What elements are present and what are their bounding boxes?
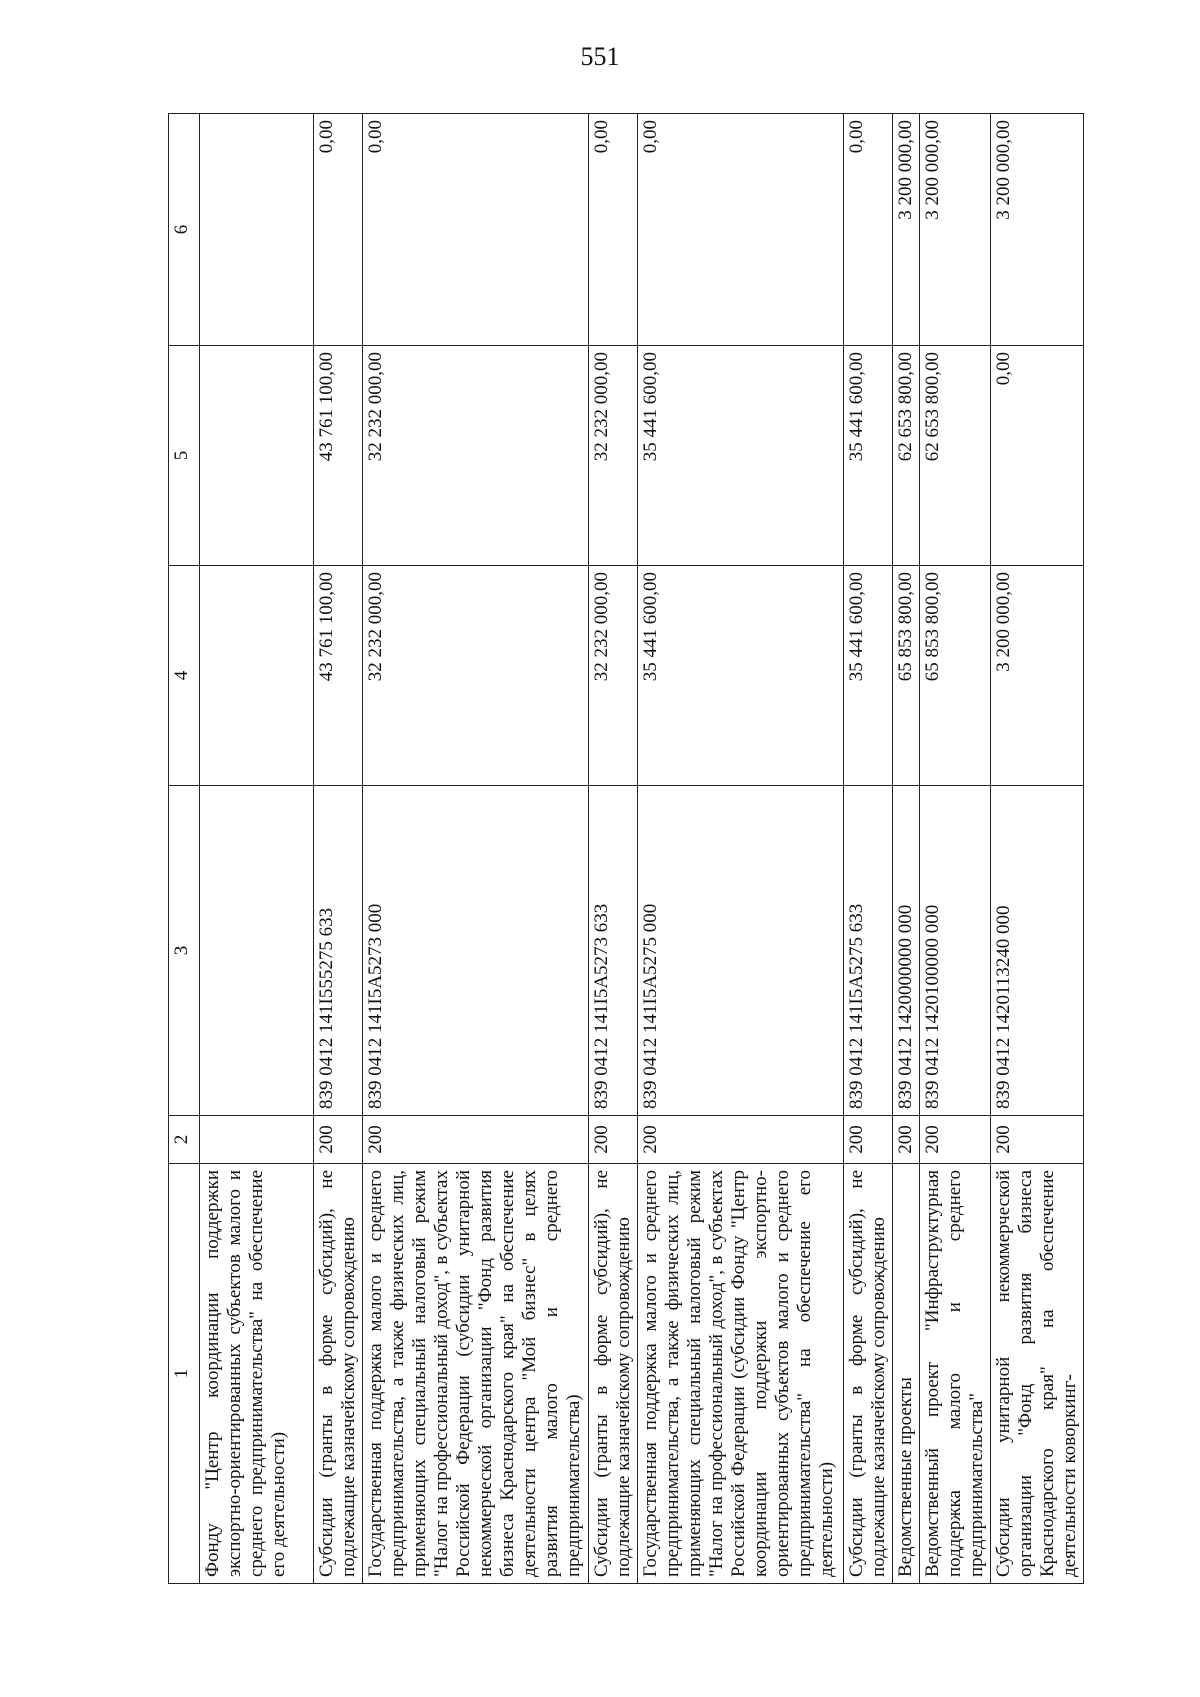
table-row [893, 114, 920, 1584]
row-code: 200 [844, 1116, 893, 1164]
budget-table [168, 113, 1084, 1584]
row-code: 200 [314, 1116, 363, 1164]
row-value-col4: 43 761 100,00 [314, 566, 363, 786]
table-row [638, 114, 844, 1584]
row-classification: 839 0412 141I555275 633 [314, 786, 363, 1116]
row-value-col5: 32 232 000,00 [589, 346, 638, 566]
row-value-col5: 35 441 600,00 [638, 346, 844, 566]
row-classification: 839 0412 141I5A5275 633 [844, 786, 893, 1116]
row-value-col4: 32 232 000,00 [363, 566, 589, 786]
column-header: 3 [169, 786, 200, 1116]
row-value-col4: 65 853 800,00 [920, 566, 991, 786]
row-value-col4: 35 441 600,00 [844, 566, 893, 786]
row-value-col5 [200, 346, 314, 566]
row-description: Субсидии унитарной некоммерческой организации "Фонд развития бизнеса Краснодарского края" на обеспечение деятельности коворкинг- [991, 1164, 1084, 1584]
table-row [991, 114, 1084, 1584]
table-row [589, 114, 638, 1584]
row-value-col6: 0,00 [314, 114, 363, 346]
table-row [200, 114, 314, 1584]
row-value-col5: 0,00 [991, 346, 1084, 566]
column-header: 2 [169, 1116, 200, 1164]
row-value-col6: 0,00 [589, 114, 638, 346]
row-value-col6: 0,00 [638, 114, 844, 346]
row-code: 200 [991, 1116, 1084, 1164]
row-classification: 839 0412 1420000000 000 [893, 786, 920, 1116]
row-classification [200, 786, 314, 1116]
row-description: Субсидии (гранты в форме субсидий), не подлежащие казначейскому сопровождению [589, 1164, 638, 1584]
row-classification: 839 0412 141I5A5275 000 [638, 786, 844, 1116]
row-code: 200 [638, 1116, 844, 1164]
row-code: 200 [589, 1116, 638, 1164]
row-value-col4: 3 200 000,00 [991, 566, 1084, 786]
row-description: Государственная поддержка малого и среднего предпринимательства, а также физических лиц, применяющих специальный налоговый режим "Налог на профессиональный доход", в субъектах Российской Федерации (субсидии унитарной некоммерческой организации "Фонд развития бизнеса Краснодарского края" на обеспечение деятельности центра "Мой бизнес" в целях развития малого и среднего предпринимательства) [363, 1164, 589, 1584]
row-description: Ведомственный проект "Инфраструктурная поддержка малого и среднего предпринимательства" [920, 1164, 991, 1584]
table-row [844, 114, 893, 1584]
row-classification: 839 0412 141I5A5273 633 [589, 786, 638, 1116]
table-row [314, 114, 363, 1584]
row-value-col4: 32 232 000,00 [589, 566, 638, 786]
row-value-col5: 62 653 800,00 [893, 346, 920, 566]
row-value-col6: 3 200 000,00 [920, 114, 991, 346]
row-code: 200 [363, 1116, 589, 1164]
column-header: 5 [169, 346, 200, 566]
row-classification: 839 0412 1420100000 000 [920, 786, 991, 1116]
row-value-col6: 3 200 000,00 [991, 114, 1084, 346]
column-header: 1 [169, 1164, 200, 1584]
page-number: 551 [580, 42, 620, 71]
row-description: Субсидии (гранты в форме субсидий), не подлежащие казначейскому сопровождению [844, 1164, 893, 1584]
row-value-col6: 0,00 [363, 114, 589, 346]
table-row [363, 114, 589, 1584]
row-description: Ведомственные проекты [893, 1164, 920, 1584]
row-value-col5: 43 761 100,00 [314, 346, 363, 566]
row-code: 200 [920, 1116, 991, 1164]
row-description: Субсидии (гранты в форме субсидий), не подлежащие казначейскому сопровождению [314, 1164, 363, 1584]
row-value-col6 [200, 114, 314, 346]
row-value-col5: 35 441 600,00 [844, 346, 893, 566]
row-code [200, 1116, 314, 1164]
column-header: 6 [169, 114, 200, 346]
table-header-row [169, 114, 200, 1584]
row-value-col4: 35 441 600,00 [638, 566, 844, 786]
row-description: Государственная поддержка малого и среднего предпринимательства, а также физических лиц, применяющих специальный налоговый режим "Налог на профессиональный доход", в субъектах Российской Федерации (субсидии Фонду "Центр координации поддержки экспортно-ориентированных субъектов малого и среднего предпринимательства" на обеспечение его деятельности) [638, 1164, 844, 1584]
row-value-col5: 32 232 000,00 [363, 346, 589, 566]
table-row [920, 114, 991, 1584]
rotated-table-container [168, 114, 1168, 1584]
row-classification: 839 0412 1420113240 000 [991, 786, 1084, 1116]
row-value-col5: 62 653 800,00 [920, 346, 991, 566]
row-value-col6: 3 200 000,00 [893, 114, 920, 346]
row-code: 200 [893, 1116, 920, 1164]
column-header: 4 [169, 566, 200, 786]
row-value-col4: 65 853 800,00 [893, 566, 920, 786]
row-description: Фонду "Центр координации поддержки экспортно-ориентированных субъектов малого и среднего предпринимательства" на обеспечение его деятельности) [200, 1164, 314, 1584]
row-value-col6: 0,00 [844, 114, 893, 346]
row-classification: 839 0412 141I5A5273 000 [363, 786, 589, 1116]
row-value-col4 [200, 566, 314, 786]
